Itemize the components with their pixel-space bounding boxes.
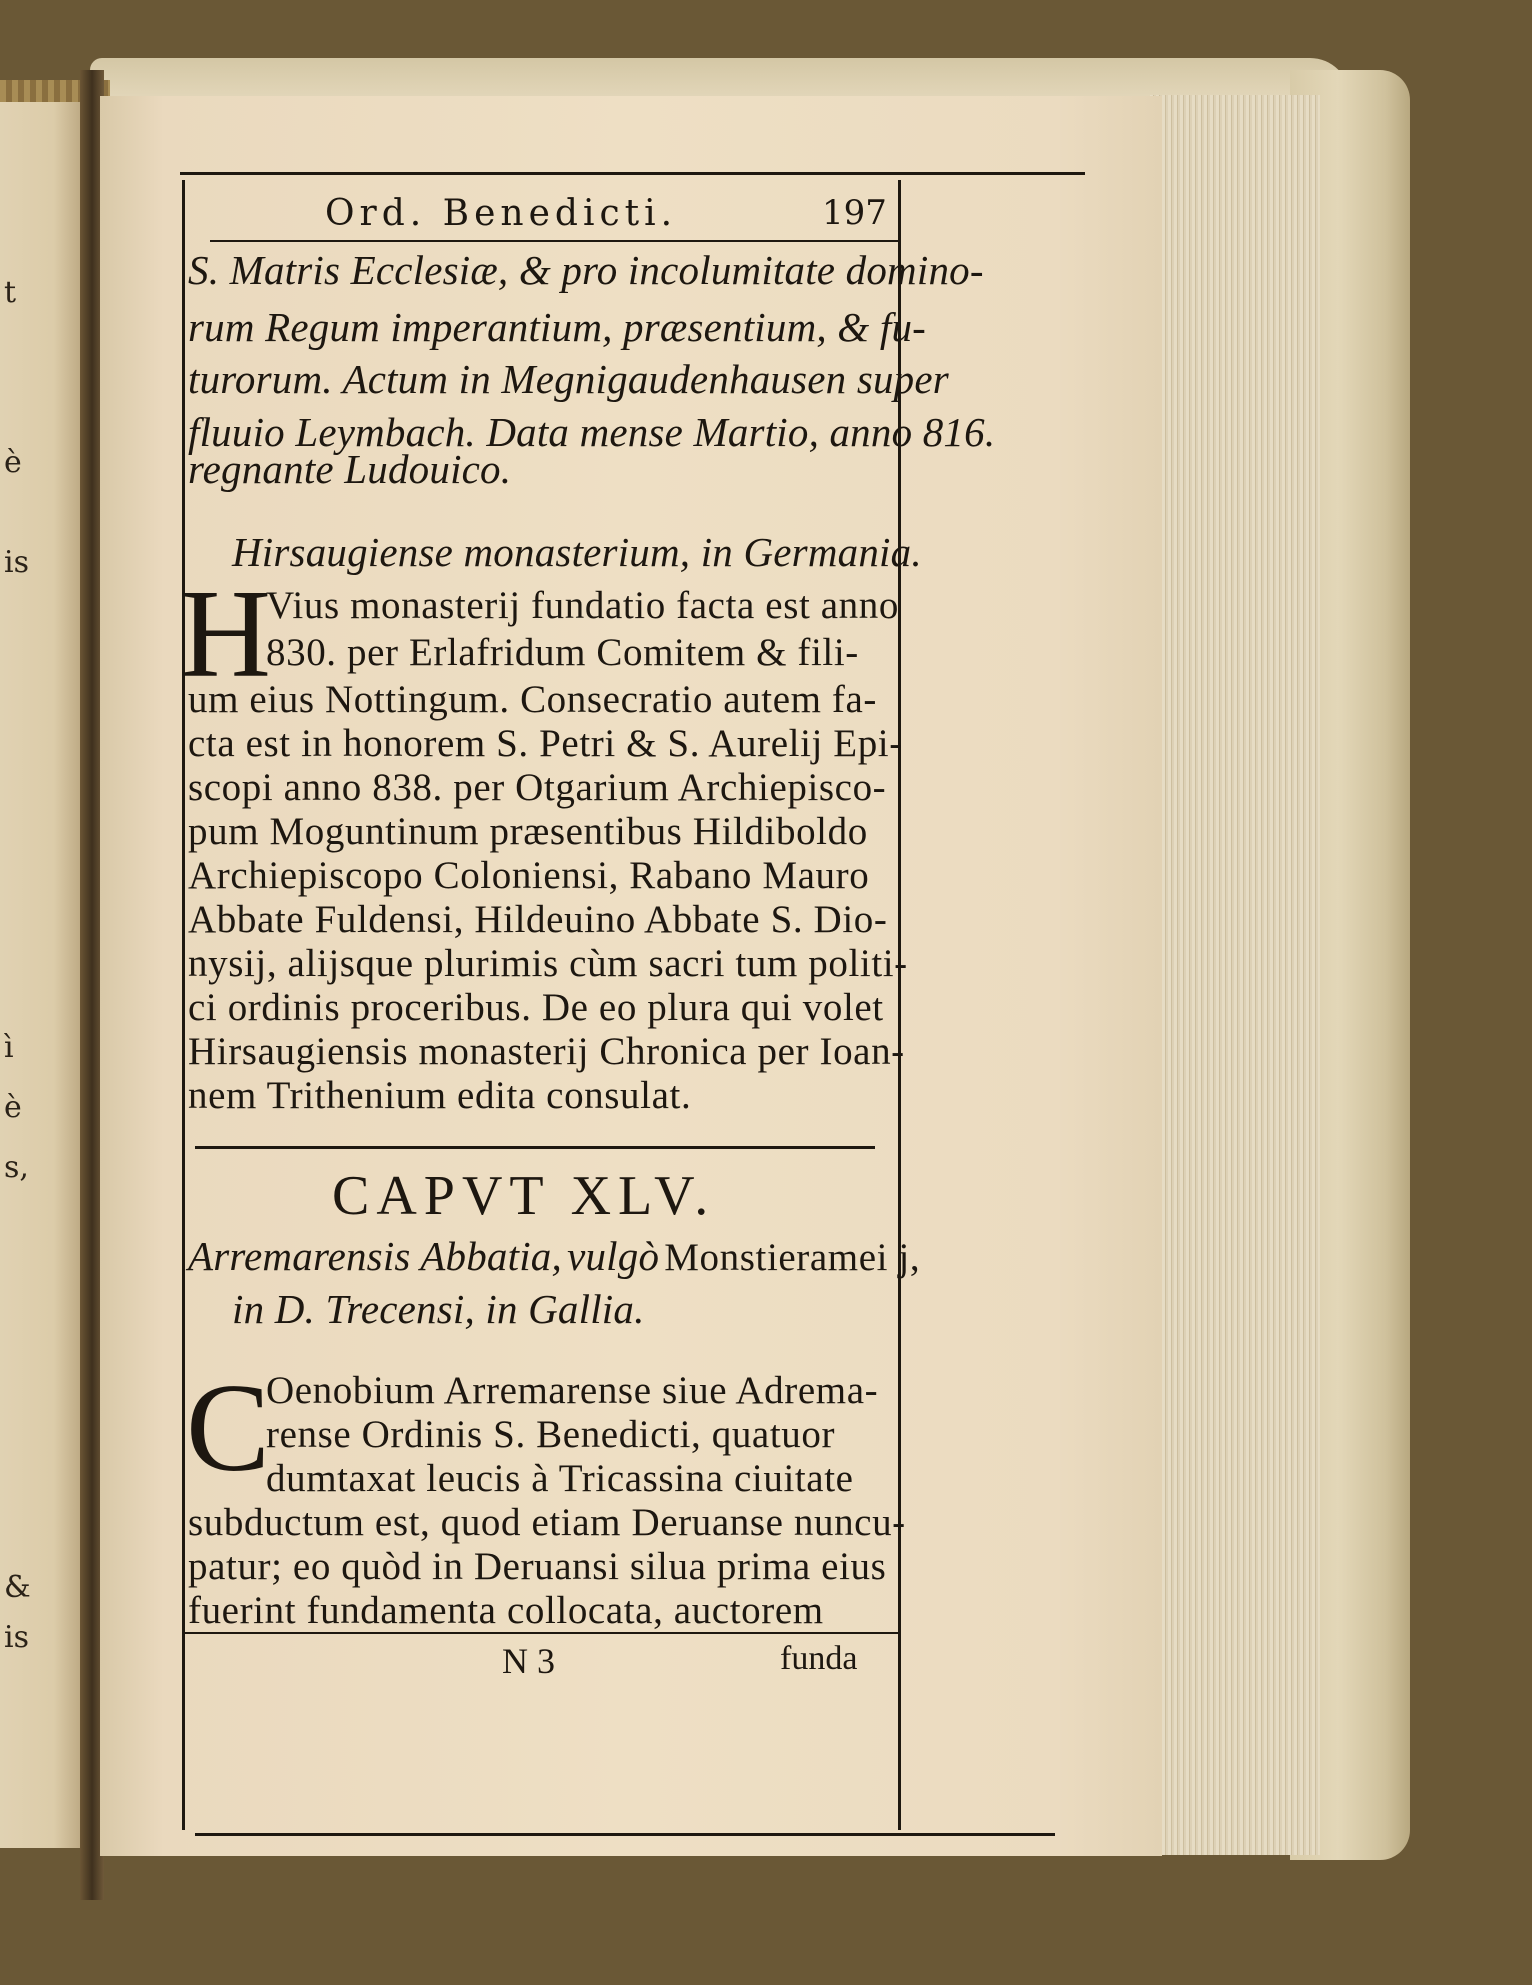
text-line: rum Regum imperantium, præsentium, & fu- <box>188 304 926 350</box>
text-line: Abbate Fuldensi, Hildeuino Abbate S. Dio- <box>188 898 888 941</box>
text-line: Vius monasterij fundatio facta est anno <box>266 584 899 627</box>
top-rule <box>180 172 1085 175</box>
text-line: pum Moguntinum præsentibus Hildiboldo <box>188 810 868 853</box>
text-line: um eius Nottingum. Consecratio autem fa- <box>188 678 878 721</box>
text-line: rense Ordinis S. Benedicti, quatuor <box>266 1413 836 1456</box>
text-line: 830. per Erlafridum Comitem & fili- <box>266 631 859 674</box>
book-cover-top-edge <box>90 58 1350 98</box>
text-line: ci ordinis proceribus. De eo plura qui volet <box>188 986 884 1029</box>
text-line: fuerint fundamenta collocata, auctorem <box>188 1589 824 1632</box>
catchword: funda <box>780 1640 858 1677</box>
left-page-fragment: s, <box>4 1153 29 1183</box>
text-line: turorum. Actum in Megnigaudenhausen super <box>188 356 949 402</box>
chapter-subtitle-roman: Monstieramei j, <box>664 1236 921 1279</box>
text-line: nysij, alijsque plurimis cùm sacri tum politi- <box>188 942 908 985</box>
text-line: regnante Ludouico. <box>188 446 512 492</box>
text-line: S. Matris Ecclesiæ, & pro incolumitate domino- <box>188 247 984 293</box>
chapter-subtitle-italic: Arremarensis Abbatia, <box>188 1233 562 1279</box>
text-line: fluuio Leymbach. Data mense Martio, anno 816. <box>188 409 996 455</box>
text-line: Archiepiscopo Coloniensi, Rabano Mauro <box>188 854 870 897</box>
left-page-fragment: & <box>4 1573 31 1603</box>
text-line: nem Trithenium edita consulat. <box>188 1074 692 1117</box>
text-line: patur; eo quòd in Deruansi silua prima eius <box>188 1545 887 1588</box>
chapter-subtitle-line-2: in D. Trecensi, in Gallia. <box>232 1286 645 1332</box>
head-underline-rule <box>210 240 900 242</box>
section-divider-rule <box>195 1146 875 1149</box>
drop-cap: H <box>180 565 271 704</box>
left-page-fragment: is <box>4 548 29 578</box>
text-line: Hirsaugiensis monasterij Chronica per Ioan- <box>188 1030 905 1073</box>
text-line: cta est in honorem S. Petri & S. Aurelij Epi- <box>188 722 903 765</box>
section-heading: Hirsaugiense monasterium, in Germania. <box>232 529 922 575</box>
left-page-fragment: è <box>4 1093 22 1123</box>
left-page-fragment: is <box>4 1623 29 1653</box>
bottom-rule <box>195 1833 1055 1836</box>
chapter-heading: CAPVT XLV. <box>332 1165 716 1227</box>
page-edges-stack <box>1150 95 1320 1855</box>
text-line: subductum est, quod etiam Deruanse nuncu- <box>188 1501 906 1544</box>
running-head-title: Ord. Benedicti. <box>325 193 678 234</box>
chapter-subtitle-line-1 <box>188 1232 920 1280</box>
page-number: 197 <box>822 193 887 233</box>
frame-left-rule <box>182 180 185 1830</box>
text-line: scopi anno 838. per Otgarium Archiepisco- <box>188 766 887 809</box>
signature-mark: N 3 <box>502 1641 555 1681</box>
chapter-subtitle-italic-vulgo: vulgò <box>567 1233 660 1279</box>
left-page-edge <box>0 88 85 1848</box>
text-line: Oenobium Arremarense siue Adrema- <box>266 1369 879 1412</box>
drop-cap: C <box>186 1359 271 1498</box>
left-page-fragment: ì <box>4 1033 14 1063</box>
left-page-fragment: è <box>4 448 22 478</box>
left-page-fragment: t <box>4 278 17 308</box>
text-line: dumtaxat leucis à Tricassina ciuitate <box>266 1457 854 1500</box>
